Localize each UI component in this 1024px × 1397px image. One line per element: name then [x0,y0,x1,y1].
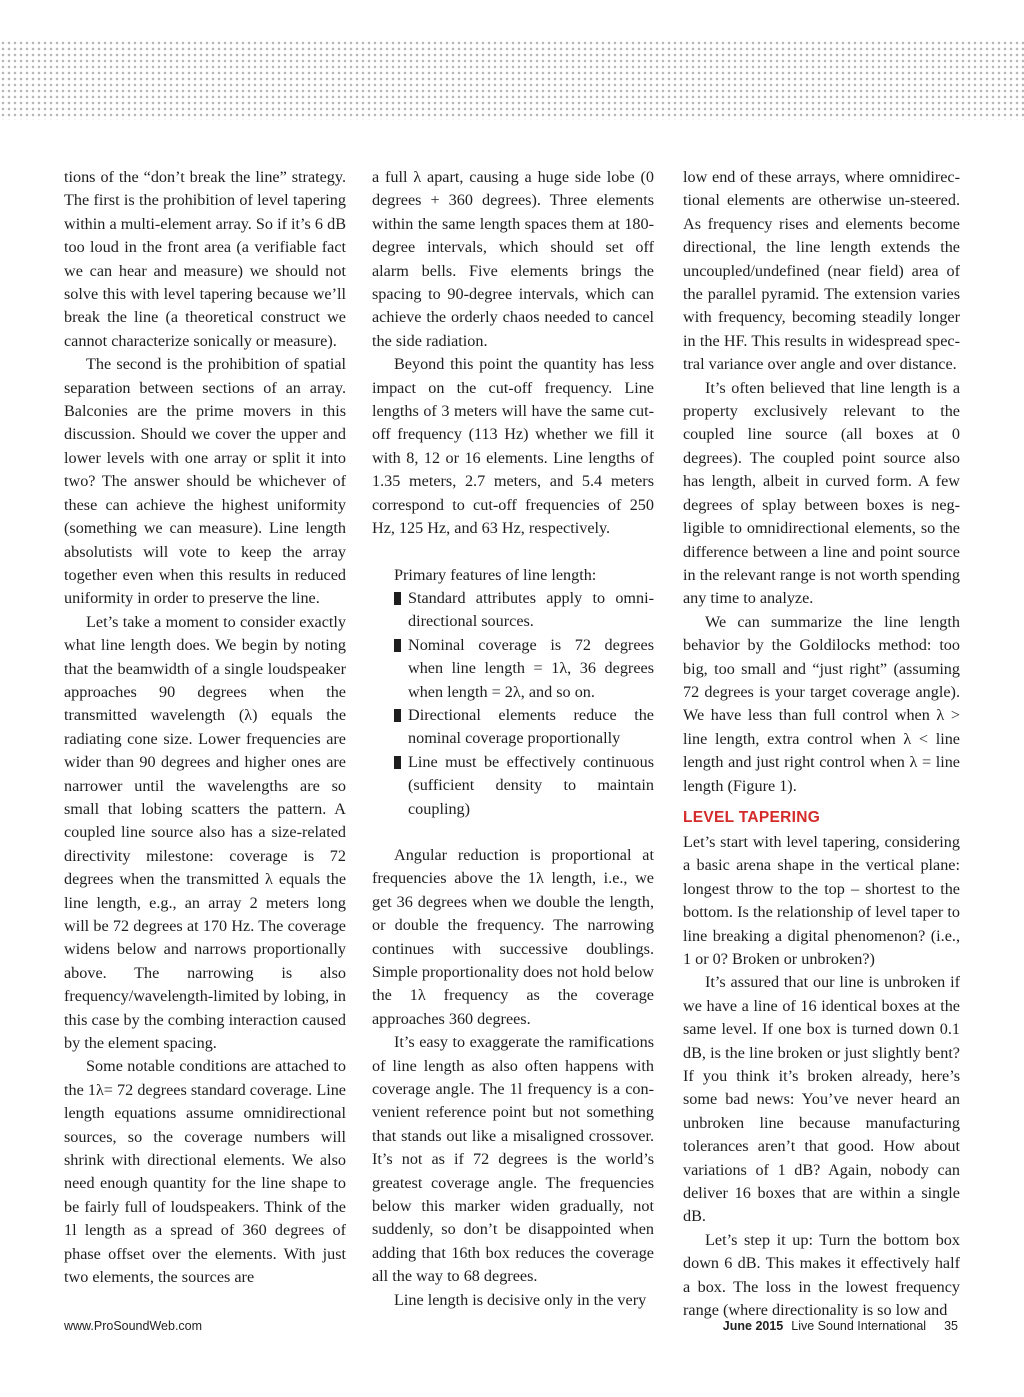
footer-website: www.ProSoundWeb.com [64,1319,203,1333]
paragraph: a full λ apart, causing a huge side lobe (0 degrees + 360 degrees). Three elements within the same length spaces them at 180-degree intervals, which should set off alarm bells. Five elements brings the spacing to 90-degree intervals, which can achieve the orderly chaos needed to cancel the side radiation. [372,168,654,350]
paragraph: The second is the prohibition of spatial separation between sections of an array. Balconies are the prime movers in this discussion. Should we cover the upper and lower levels with one array or split it into two? The answer should be whichever of these can achieve the highest uniformity (something we can measure). Line length absolutists will vote to keep the array together even when this results in reduced uniformity in order to preserve the line. [64,355,346,608]
paragraph: It’s easy to exaggerate the ramifications of line length as also often happens with coverage angle. The 1l frequency is a convenient reference point but not something that stands out like a misaligned crossover. It’s not as if 72 degrees is the world’s greatest coverage angle. The frequencies below this marker widen gradually, not suddenly, so don’t be disappointed when adding that 16th box reduces the coverage all the way to 68 degrees. [372,1033,654,1286]
paragraph: We can summarize the line length behavior by the Goldilocks method: too big, too small and “just right” (assuming 72 degrees is your target coverage angle). We have less than full control when λ > line length, extra control when λ < line length and just right control when λ = line length (Figure 1). [683,612,960,795]
list-item [372,751,654,821]
paragraph: Let’s step it up: Turn the bottom box down 6 dB. This makes it effectively half a box. The loss in the lowest frequency range (where directionality is so low and [683,1230,960,1320]
text-column-2 [372,166,654,1312]
bullet-square-icon [394,709,401,722]
features-list [372,587,654,821]
list-item [372,587,654,634]
list-intro: Primary features of line length: [394,565,597,584]
paragraph: Let’s start with level tapering, considering a basic arena shape in the vertical plane: longest throw to the top – shortest to the bottom. Is the relationship of level taper to line breaking a digital phenomenon? (i.e., 1 or 0? Broken or unbroken?) [683,832,960,968]
footer-issue-date: June 2015 [722,1319,784,1333]
list-item-text: Standard attributes apply to omnidirectional sources. [408,588,654,631]
spacer [372,821,654,844]
footer-publication: Live Sound International [791,1319,927,1333]
spacer [372,541,654,564]
dotted-header-band [0,40,1024,120]
list-item [372,634,654,704]
section-heading: LEVEL TAPERING [683,808,821,826]
paragraph: tions of the “don’t break the line” strategy. The first is the prohibition of level tapering within a multi-element array. So if it’s 6 dB too loud in the front area (a verifiable fact we can hear and measure) we should not solve this with level tapering because we’ll break the line (a theoretical construct we cannot characterize sonically or measure). [64,168,346,350]
bullet-square-icon [394,592,401,605]
text-column-1 [64,166,346,1290]
list-item-text: Line must be effectively continuous (sufficient density to maintain coupling) [408,752,654,818]
list-item-text: Nominal coverage is 72 degrees when line length = 1λ, 36 degrees when length = 2λ, and so on. [408,635,654,701]
text-column-3 [683,166,960,1323]
bullet-square-icon [394,756,401,769]
paragraph: Angular reduction is proportional at frequencies above the 1λ length, i.e., we get 36 degrees when we double the length, or double the frequency. The narrowing continues with successive doublings. Simple proportionality does not hold below the 1λ frequency as the coverage approaches 360 degrees. [372,845,654,1028]
paragraph: low end of these arrays, where omnidirectional elements are otherwise un-steered. As frequency rises and elements become directional, the line length extends the uncoupled/undefined (near field) area of the parallel pyramid. The extension varies with frequency, becoming steadily longer in the HF. This results in widespread spectral variance over angle and over distance. [683,168,960,374]
paragraph: It’s often believed that line length is a property exclusively relevant to the coupled line source (all boxes at 0 degrees). The coupled point source also has length, albeit in curved form. A few degrees of splay between boxes is negligible to omnidirectional elements, so the difference between a line and point source in the relevant range is not worth spending any time to analyze. [683,378,960,608]
list-item [372,704,654,751]
paragraph: Some notable conditions are attached to the 1λ= 72 degrees standard coverage. Line length equations assume omnidirectional sources, so the coverage numbers will shrink with directional elements. We also need enough quantity for the line shape to be fairly full of loudspeakers. Think of the 1l length as a spread of 360 degrees of phase offset over the elements. With just two elements, the sources are [64,1057,346,1287]
paragraph: Line length is decisive only in the very [394,1290,647,1309]
footer-issue-info [723,1318,958,1334]
paragraph: Beyond this point the quantity has less impact on the cut-off frequency. Line lengths of 3 meters will have the same cut-off frequency (113 Hz) whether we fill it with 8, 12 or 16 elements. Line lengths of 1.35 meters, 2.7 meters, and 5.4 meters correspond to cut-off frequencies of 250 Hz, 125 Hz, and 63 Hz, respectively. [372,355,654,538]
paragraph: Let’s take a moment to consider exactly what line length does. We begin by noting that the beamwidth of a single loudspeaker approaches 90 degrees when the transmitted wavelength (λ) equals the radiating cone size. Lower frequencies are wider than 90 degrees and higher ones are narrower until the wavelengths are so small that lobing scatters the pattern. A coupled line source also has a size-related directivity milestone: coverage is 72 degrees when the transmitted λ equals the line length, e.g., an array 2 meters long will be 72 degrees at 170 Hz. The coverage widens below and narrows proportionally above. The narrowing is also frequency/wavelength-limited by lobing, in this case by the combing interaction caused by the element spacing. [64,612,346,1053]
paragraph: It’s assured that our line is unbroken if we have a line of 16 identical boxes at the same level. If one box is turned down 0.1 dB, is the line broken or just slightly bent? If you think it’s broken already, here’s some bad news: You’ve never heard an unbroken line because manufacturing tolerances aren’t that good. How about variations of 1 dB? Again, nobody can deliver 16 boxes that are within a single dB. [683,973,960,1226]
list-item-text: Directional elements reduce the nominal coverage proportionally [408,705,654,748]
footer-page-number: 35 [944,1319,958,1333]
bullet-square-icon [394,639,401,652]
